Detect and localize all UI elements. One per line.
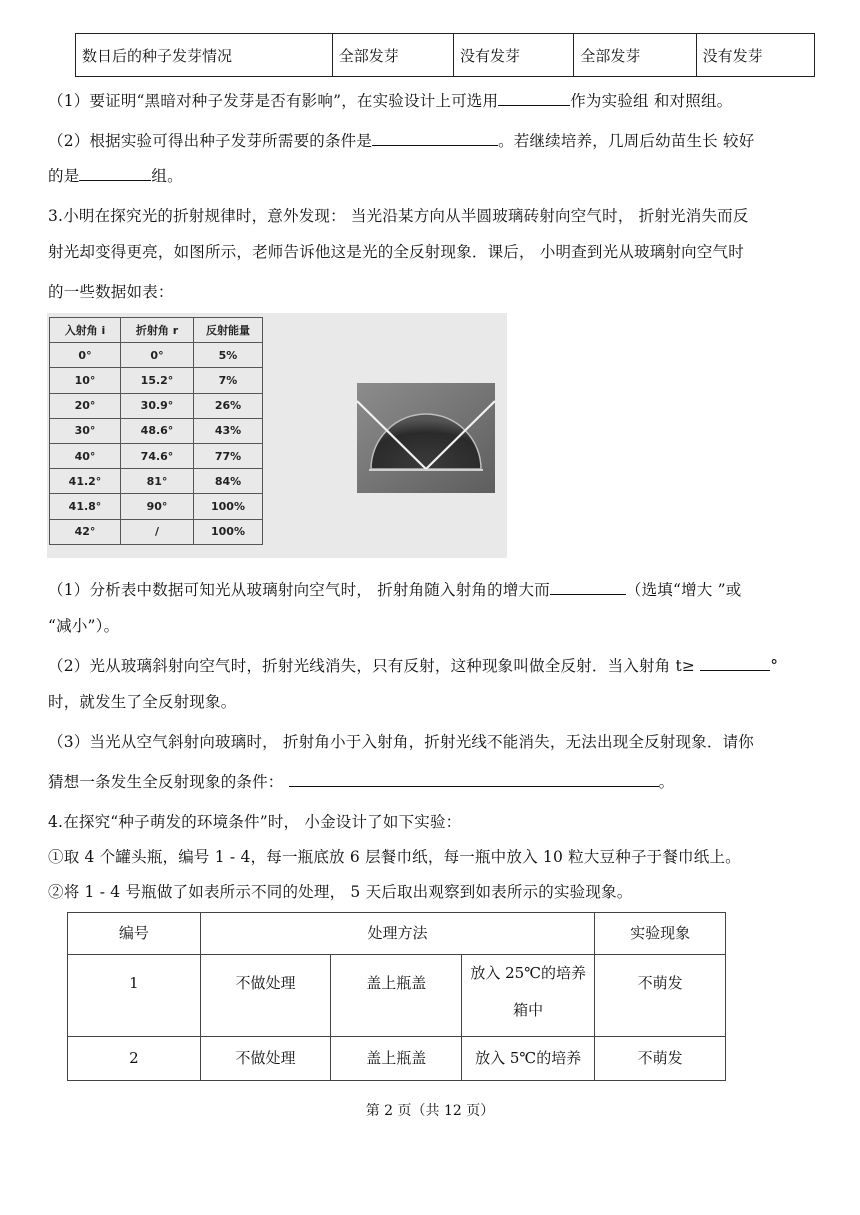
answer-blank[interactable]: [550, 579, 626, 595]
table-row: 2 不做处理 盖上瓶盖 放入 5℃的培养 不萌发: [68, 1037, 726, 1081]
q2-sub1: （1）要证明“黑暗对种子发芽是否有影响”，在实验设计上可选用 作为实验组 和对照组。: [48, 92, 733, 110]
q3-sub2: （2）光从玻璃斜射向空气时，折射光线消失，只有反射，这种现象叫做全反射．当入射角 t≥ °: [48, 657, 779, 675]
table-cell: 全部发芽: [332, 34, 453, 77]
table-header: 处理方法: [200, 913, 595, 955]
answer-blank[interactable]: [79, 165, 151, 181]
table-row: 30° 48.6° 43%: [50, 418, 263, 443]
table-row: 40° 74.6° 77%: [50, 443, 263, 468]
table-header: 折射角 r: [121, 318, 194, 343]
table-row: 41.2° 81° 84%: [50, 469, 263, 494]
table-row: 0° 0° 5%: [50, 343, 263, 368]
q3-sub2-cont: 时，就发生了全反射现象。: [48, 693, 237, 711]
table-row: 42° / 100%: [50, 519, 263, 544]
table-row: 20° 30.9° 26%: [50, 393, 263, 418]
answer-blank[interactable]: [372, 130, 498, 146]
table-header: 入射角 i: [50, 318, 121, 343]
q3-sub3: （3）当光从空气斜射向玻璃时， 折射角小于入射角，折射光线不能消失，无法出现全反射现象．请你: [48, 733, 754, 751]
semicircle-glass-photo: [357, 383, 495, 493]
answer-blank[interactable]: [289, 771, 659, 787]
table-row: 10° 15.2° 7%: [50, 368, 263, 393]
germination-result-table: [75, 33, 815, 77]
q4-step2: ②将 1 - 4 号瓶做了如表所示不同的处理， 5 天后取出观察到如表所示的实验现象。: [48, 883, 633, 901]
page-footer: 第 2 页（共 12 页）: [365, 1103, 495, 1119]
q3-intro-line: 射光却变得更亮，如图所示，老师告诉他这是光的全反射现象．课后， 小明查到光从玻璃射向空气时: [48, 243, 744, 261]
q4-step1: ①取 4 个罐头瓶，编号 1 - 4，每一瓶底放 6 层餐巾纸，每一瓶中放入 10 粒大豆种子于餐巾纸上。: [48, 848, 741, 866]
q3-sub1-cont: “减小”）。: [48, 617, 120, 635]
table-cell: 全部发芽: [574, 34, 696, 77]
table-cell: 数日后的种子发芽情况: [76, 34, 333, 77]
table-cell: 没有发芽: [454, 34, 574, 77]
q3-intro-line: 3.小明在探究光的折射规律时，意外发现： 当光沿某方向从半圆玻璃砖射向空气时， 折射光消失而反: [48, 207, 749, 225]
answer-blank[interactable]: [700, 655, 770, 671]
table-header: 实验现象: [595, 913, 726, 955]
table-row: 1 不做处理 盖上瓶盖 放入 25℃的培养箱中 不萌发: [68, 955, 726, 1037]
q3-sub1: （1）分析表中数据可知光从玻璃射向空气时， 折射角随入射角的增大而 （选填“增大 ”或: [48, 581, 742, 599]
q4-intro: 4.在探究“种子萌发的环境条件”时， 小金设计了如下实验：: [48, 813, 462, 831]
refraction-figure: [47, 313, 507, 558]
q2-sub2: （2）根据实验可得出种子发芽所需要的条件是 。若继续培养，几周后幼苗生长 较好: [48, 132, 755, 150]
table-row: 41.8° 90° 100%: [50, 494, 263, 519]
q3-intro-line: 的一些数据如表：: [48, 283, 174, 301]
table-cell: 没有发芽: [696, 34, 814, 77]
answer-blank[interactable]: [498, 90, 570, 106]
seed-experiment-table: [67, 912, 726, 1081]
q3-sub3-cont: 猜想一条发生全反射现象的条件： 。: [48, 773, 675, 791]
refraction-data-table: [49, 317, 263, 545]
q2-sub2-cont: 的是 组。: [48, 167, 183, 185]
table-header: 反射能量: [194, 318, 263, 343]
table-header: 编号: [68, 913, 201, 955]
